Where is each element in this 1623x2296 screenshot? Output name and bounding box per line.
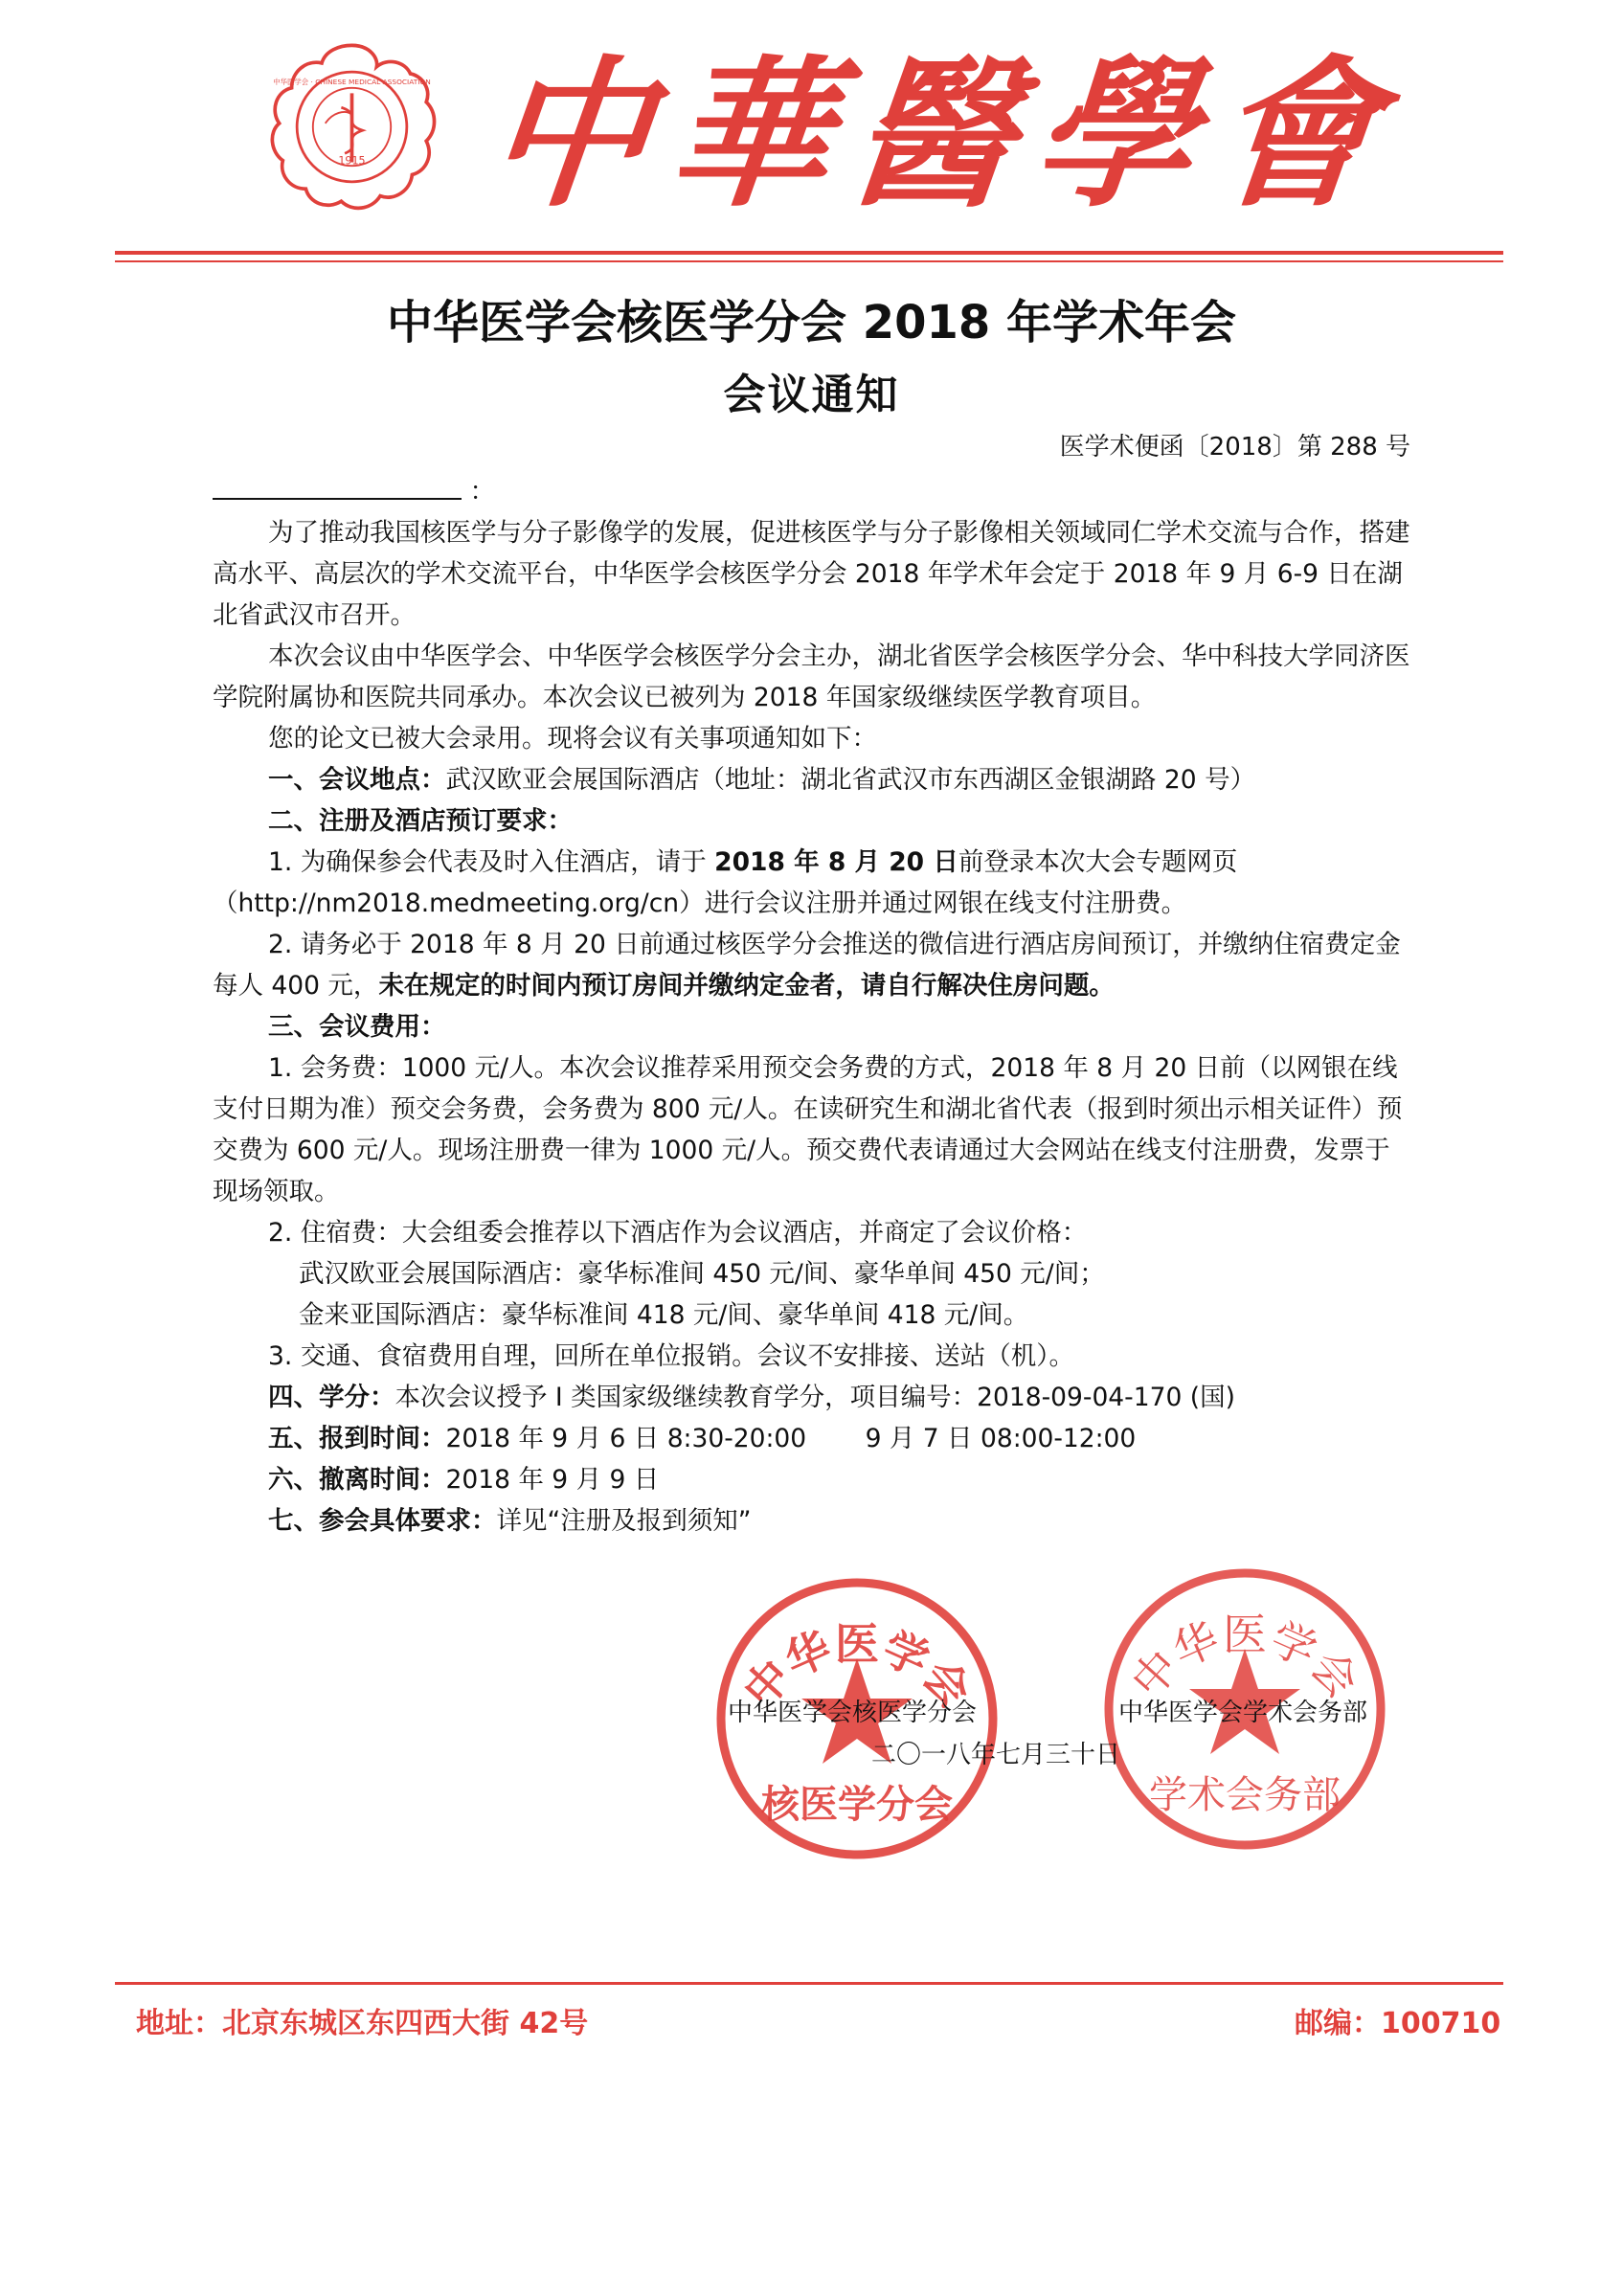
section-venue: [213, 759, 1414, 800]
cma-logo-seal: [263, 38, 440, 215]
section-registration-label: 二、注册及酒店预订要求：: [268, 806, 573, 836]
section-fees-label: 三、会议费用：: [268, 1012, 446, 1042]
hotel-1: 武汉欧亚会展国际酒店：豪华标准间 450 元/间、豪华单间 450 元/间；: [299, 1259, 1105, 1289]
intro-paragraph-2: 本次会议由中华医学会、中华医学会核医学分会主办，湖北省医学会核医学分会、华中科技大学同济医学院附属协和医院共同承办。本次会议已被列为 2018 年国家级继续医学教育项目。: [213, 642, 1410, 712]
document-subtitle: 会议通知: [723, 371, 900, 419]
registration-item-1-rest: 前登录本次大会专题网页（http://nm2018.medmeeting.org/cn）进行会议注册并通过网银在线支付注册费。: [213, 847, 1238, 918]
section-venue-label: 一、会议地点：: [268, 765, 446, 795]
section-checkin: [213, 1418, 1414, 1459]
registration-item-1-text: 1. 为确保参会代表及时入住酒店，请于: [268, 847, 715, 877]
fees-item-2: 2. 住宿费：大会组委会推荐以下酒店作为会议酒店，并商定了会议价格：: [268, 1218, 1088, 1248]
section-credits: [213, 1377, 1414, 1418]
hotel-2: 金来亚国际酒店：豪华标准间 418 元/间、豪华单间 418 元/间。: [299, 1300, 1029, 1330]
letter-body: [213, 469, 1414, 1542]
section-departure-label: 六、撤离时间：: [268, 1465, 446, 1495]
intro-paragraph-1: 为了推动我国核医学与分子影像学的发展，促进核医学与分子影像相关领域同仁学术交流与合作，搭建高水平、高层次的学术交流平台，中华医学会核医学分会 2018 年学术年会定于 2018 年 9 月 6-9 日在湖北省武汉市召开。: [213, 518, 1410, 630]
registration-item-1: [213, 842, 1414, 924]
document-number: 医学术便函〔2018〕第 288 号: [1059, 433, 1410, 461]
registration-deadline: 2018 年 8 月 20 日: [714, 847, 958, 877]
section-departure-text: 2018 年 9 月 9 日: [445, 1465, 660, 1495]
section-checkin-label: 五、报到时间：: [268, 1424, 446, 1453]
document-title: 中华医学会核医学分会 2018 年学术年会: [386, 296, 1237, 349]
salutation-colon: ：: [469, 477, 495, 506]
logo-year-text: 1915: [338, 154, 366, 168]
section-checkin-text: 2018 年 9 月 6 日 8:30-20:00 9 月 7 日 08:00-12:00: [445, 1424, 1137, 1453]
registration-warning: 未在规定的时间内预订房间并缴纳定金者，请自行解决住房问题。: [378, 971, 1115, 1001]
section-requirements: [213, 1500, 1414, 1542]
footer-rule: [115, 1982, 1503, 1985]
stamp-2-bottom-text: 学术会务部: [1149, 1773, 1341, 1817]
section-credits-label: 四、学分：: [268, 1383, 395, 1412]
registration-item-2-text: 2. 请务必于 2018 年 8 月 20 日前通过核医学分会推送的微信进行酒店房间预订，并缴纳住宿费定金每人 400 元，: [213, 930, 1401, 1001]
fees-item-3: 3. 交通、食宿费用自理，回所在单位报销。会议不安排接、送站（机）。: [268, 1341, 1074, 1371]
salutation: [213, 469, 1414, 512]
footer-address: 地址：北京东城区东四西大街 42号: [136, 2007, 589, 2040]
header-rule-thin: [115, 260, 1503, 262]
stamp-2-top-text: 中华医学会: [1120, 1608, 1369, 1708]
section-venue-text: 武汉欧亚会展国际酒店（地址：湖北省武汉市东西湖区金银湖路 20 号）: [445, 765, 1256, 795]
brand-calligraphy: 中華醫學會: [478, 39, 1409, 229]
section-requirements-label: 七、参会具体要求：: [268, 1506, 497, 1536]
fees-item-1: 1. 会务费：1000 元/人。本次会议推荐采用预交会务费的方式，2018 年 8 月 20 日前（以网银在线支付日期为准）预交会务费，会务费为 800 元/人。在读研究生和湖北省代表（报到时须出示相关证件）预交费为 600 元/人。现场注册费一律为 1000 元/人。预交费代表请通过大会网站在线支付注册费，发票于现场领取。: [213, 1053, 1403, 1206]
header-rule: [115, 251, 1503, 255]
signatory-2: 中华医学会学术会务部: [1118, 1699, 1368, 1727]
section-requirements-text: 详见“注册及报到须知”: [496, 1506, 752, 1536]
stamp-1-top-text: 中华医学会: [733, 1617, 981, 1718]
footer-zipcode: 邮编：100710: [1295, 2007, 1501, 2040]
recipient-blank: [213, 469, 462, 500]
intro-paragraph-3: 您的论文已被大会录用。现将会议有关事项通知如下：: [268, 724, 877, 754]
signatory-1: 中华医学会核医学分会: [728, 1699, 978, 1727]
section-departure: [213, 1459, 1414, 1500]
signature-date: 二〇一八年七月三十日: [871, 1741, 1121, 1769]
section-credits-text: 本次会议授予 I 类国家级继续教育学分，项目编号：2018-09-04-170 (国): [394, 1383, 1235, 1412]
registration-item-2: [213, 924, 1414, 1006]
logo-ring-text: 中华医学会 · CHINESE MEDICAL ASSOCIATION: [273, 78, 431, 87]
stamp-1-bottom-text: 核医学分会: [761, 1783, 953, 1827]
